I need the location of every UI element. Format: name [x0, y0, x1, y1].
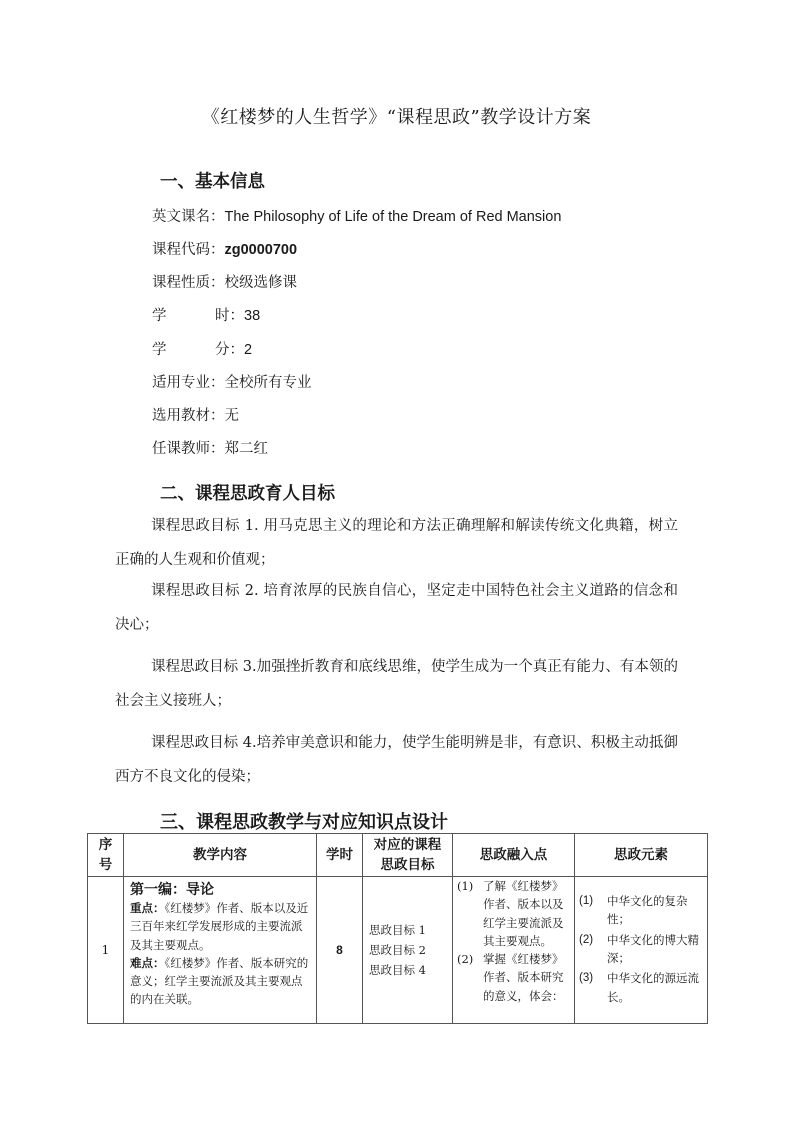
field-value: 2 — [244, 342, 253, 358]
field-label: 课程代码： — [152, 242, 225, 258]
entry-point-item: (2) 掌握《红楼梦》作者、版本研究的意义，体会： — [457, 952, 564, 1003]
header-index: 序 号 — [88, 834, 124, 877]
field-value: 校级选修课 — [224, 275, 297, 291]
entry-point-item: (1) 了解《红楼梦》作者、版本以及红学主要流派及其主要观点。 — [457, 879, 564, 948]
field-value: 38 — [244, 308, 261, 324]
field-label: 英文课名： — [152, 209, 225, 225]
unit-title: 第一编：导论 — [130, 882, 214, 898]
goal-paragraph-2: 课程思政目标 2. 培育浓厚的民族自信心，坚定走中国特色社会主义道路的信念和决心； — [115, 583, 678, 633]
header-hours: 学时 — [317, 834, 363, 877]
design-table — [87, 833, 708, 1024]
field-label: 选用教材： — [152, 408, 225, 424]
row-hours: 8 — [317, 877, 363, 1024]
field-majors — [152, 371, 312, 392]
field-value: zg0000700 — [224, 242, 298, 258]
table-row — [88, 877, 708, 1024]
header-content: 教学内容 — [124, 834, 317, 877]
section-heading-basic-info: 一、基本信息 — [160, 172, 265, 192]
field-label-b: 分： — [215, 342, 244, 358]
goal-paragraph-3: 课程思政目标 3.加强挫折教育和底线思维，使学生成为一个真正有能力、有本领的社会主义接班人； — [115, 659, 678, 709]
field-credits — [152, 338, 252, 359]
document-title: 《红楼梦的人生哲学》“课程思政”教学设计方案 — [201, 107, 592, 128]
element-item: (2) 中华文化的博大精深； — [579, 932, 699, 965]
field-teacher — [152, 437, 268, 458]
element-item: (1) 中华文化的复杂性； — [579, 894, 688, 927]
goal-ref: 思政目标 1 — [369, 923, 426, 937]
section-heading-goals: 二、课程思政育人目标 — [160, 484, 335, 504]
field-course-code — [152, 238, 297, 259]
field-value: 全校所有专业 — [224, 375, 312, 391]
element-item: (3) 中华文化的源远流长。 — [579, 971, 699, 1004]
field-value: 郑二红 — [224, 441, 268, 457]
row-index: 1 — [88, 877, 124, 1024]
difficulty-text: 《红楼梦》作者、版本研究的意义；红学主要流派及其主要观点的内在关联。 — [130, 955, 309, 1007]
field-hours — [152, 304, 260, 325]
row-entry-points — [453, 877, 575, 1024]
goal-ref: 思政目标 2 — [369, 943, 426, 957]
difficulty-label: 难点： — [130, 955, 165, 970]
field-english-name — [152, 205, 561, 226]
row-elements — [575, 877, 708, 1024]
field-label: 任课教师： — [152, 441, 225, 457]
key-point-label: 重点： — [130, 901, 165, 915]
header-goals: 对应的课程 思政目标 — [363, 834, 453, 877]
field-label-a: 学 — [152, 342, 167, 358]
field-course-nature — [152, 271, 297, 292]
key-point-text: 《红楼梦》作者、版本以及近三百年来红学发展形成的主要流派及其主要观点。 — [130, 901, 309, 952]
row-content — [124, 877, 317, 1024]
field-value: 无 — [224, 408, 239, 424]
field-textbook — [152, 404, 239, 425]
field-label-b: 时： — [215, 308, 244, 324]
field-label: 课程性质： — [152, 275, 225, 291]
section-heading-design: 三、课程思政教学与对应知识点设计 — [160, 812, 448, 833]
goal-ref: 思政目标 4 — [369, 963, 426, 977]
row-goals — [363, 877, 453, 1024]
field-value: The Philosophy of Life of the Dream of Red Mansion — [224, 209, 562, 225]
field-label-a: 学 — [152, 308, 167, 324]
goal-paragraph-1: 课程思政目标 1. 用马克思主义的理论和方法正确理解和解读传统文化典籍，树立正确的人生观和价值观； — [115, 518, 678, 568]
goal-paragraph-4: 课程思政目标 4.培养审美意识和能力，使学生能明辨是非，有意识、积极主动抵御西方不良文化的侵染； — [115, 735, 678, 785]
header-elements: 思政元素 — [575, 834, 708, 877]
field-label: 适用专业： — [152, 375, 225, 391]
header-entry-points: 思政融入点 — [453, 834, 575, 877]
table-header-row — [88, 834, 708, 877]
